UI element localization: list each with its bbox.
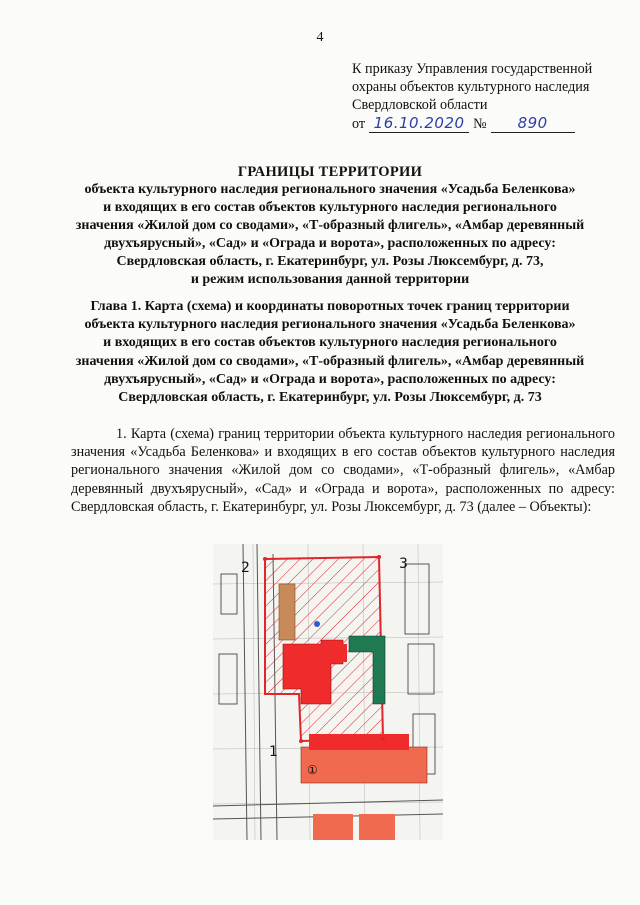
point-label: 3 xyxy=(399,556,408,572)
order-number-value: 890 xyxy=(491,114,575,133)
chapter-line: Глава 1. Карта (схема) и координаты поворотных точек границ территории xyxy=(90,299,570,314)
chapter-line: объекта культурного наследия регионального значения «Усадьба Беленкова» xyxy=(84,317,576,333)
point-label: 1 xyxy=(269,744,278,760)
lower-building xyxy=(359,814,395,840)
title-line: Свердловская область, г. Екатеринбург, ул. Розы Люксембург, д. 73, xyxy=(116,254,544,269)
object-label: ① xyxy=(307,763,318,777)
boundary-map xyxy=(213,544,443,840)
south-building xyxy=(301,747,427,783)
title-line: объекта культурного наследия регионального значения «Усадьба Беленкова» xyxy=(84,182,576,197)
order-ref-line: охраны объектов культурного наследия xyxy=(352,79,590,95)
map-image xyxy=(213,544,443,840)
order-date-row xyxy=(352,114,622,133)
date-prefix: от xyxy=(352,116,366,132)
document-title xyxy=(60,163,600,289)
south-building-wing xyxy=(309,734,409,750)
lower-building xyxy=(313,814,353,840)
title-line: и режим использования данной территории xyxy=(190,272,470,287)
blue-marker xyxy=(314,621,320,627)
body-paragraph: 1. Карта (схема) границ территории объекта культурного наследия регионального значения «Усадьба Беленкова» и входящих в его состав объектов культурного наследия регионального значения «Жилой дом со сводами», «Т-образный флигель», «Амбар деревянный двухъярусный», «Сад» и «Ограда и ворота», расположенных по адресу: Свердловская область, г. Екатеринбург, ул. Розы Люксембург, д. 73 (далее – Объекты): xyxy=(71,426,615,515)
page-number: 4 xyxy=(316,30,324,45)
order-ref-line: Свердловской области xyxy=(352,97,488,113)
point-label: 2 xyxy=(241,560,250,576)
title-heading: ГРАНИЦЫ ТЕРРИТОРИИ xyxy=(237,164,423,180)
title-line: значения «Жилой дом со сводами», «Т-образный флигель», «Амбар деревянный xyxy=(75,218,585,233)
order-date-value: 16.10.2020 xyxy=(369,114,469,133)
chapter-line: и входящих в его состав объектов культурного наследия регионального xyxy=(103,335,557,351)
chapter-line: значения «Жилой дом со сводами», «Т-образный флигель», «Амбар деревянный xyxy=(75,353,585,369)
chapter-line: Свердловская область, г. Екатеринбург, ул. Розы Люксембург, д. 73 xyxy=(118,390,542,406)
title-line: и входящих в его состав объектов культурного наследия регионального xyxy=(103,200,557,215)
chapter-line: двухъярусный», «Сад» и «Ограда и ворота», расположенных по адресу: xyxy=(104,371,556,387)
chapter-heading xyxy=(60,298,600,407)
side-building xyxy=(337,644,347,662)
order-reference xyxy=(352,60,622,133)
order-ref-line: К приказу Управления государственной xyxy=(352,61,593,77)
amber-barn xyxy=(279,584,295,640)
number-prefix: № xyxy=(473,116,487,132)
title-line: двухъярусный», «Сад» и «Ограда и ворота», расположенных по адресу: xyxy=(104,236,556,251)
